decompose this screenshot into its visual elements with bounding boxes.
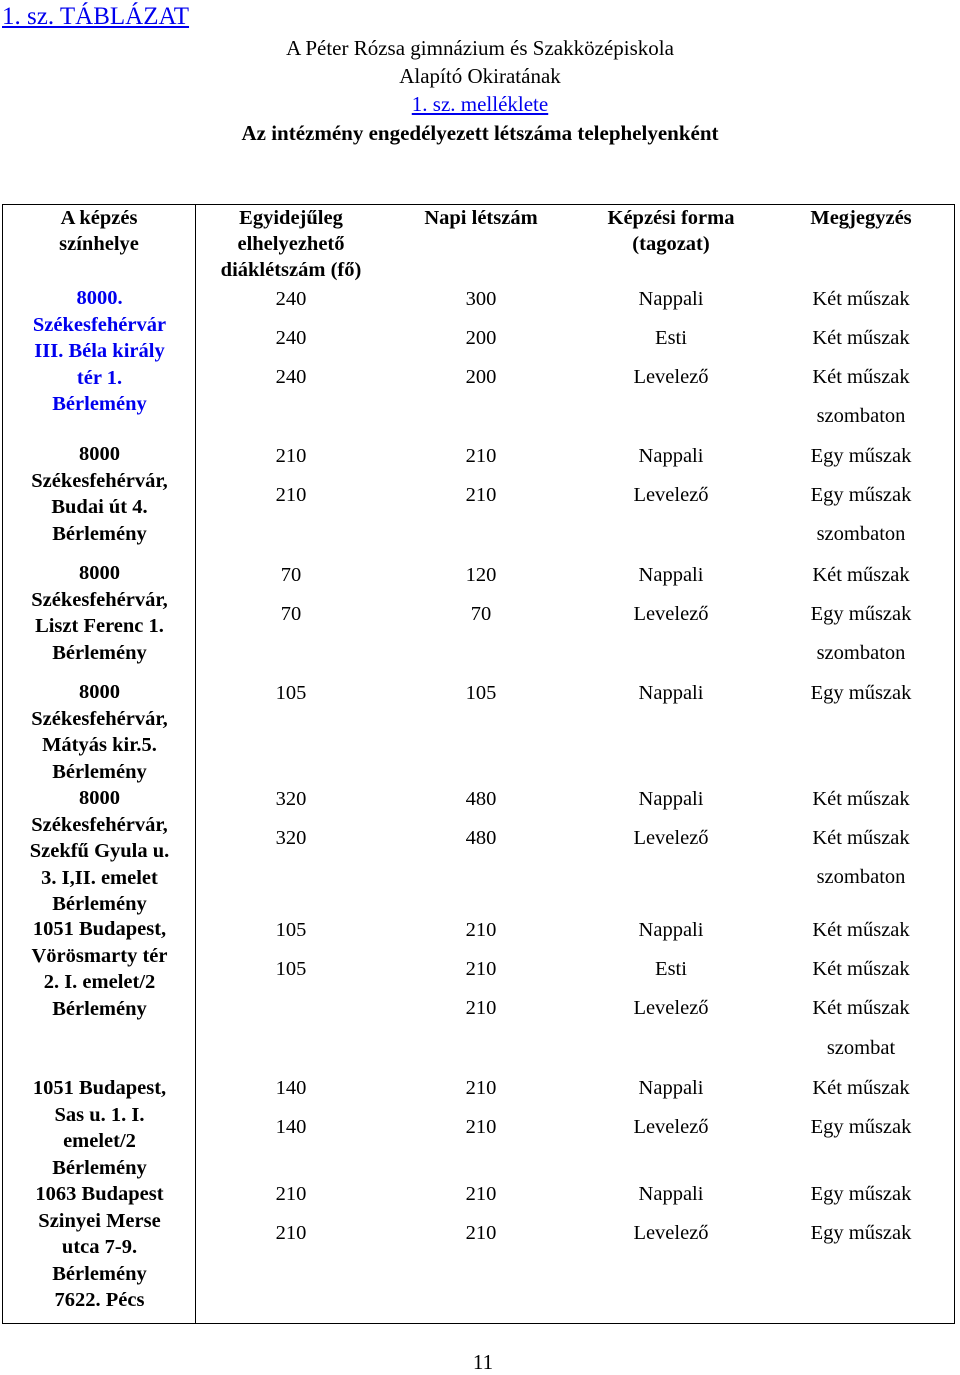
note-cell: Két műszak xyxy=(812,366,910,388)
form-cell: Levelező xyxy=(633,997,709,1019)
form-cell: Levelező xyxy=(633,366,709,388)
location-line: Liszt Ferenc 1. xyxy=(35,615,164,637)
note-cell: Egy műszak xyxy=(810,682,912,704)
location-line: 8000 xyxy=(79,681,120,703)
capacity-cell: 105 xyxy=(275,919,307,941)
header-line-annex[interactable]: 1. sz. melléklete xyxy=(411,92,549,116)
location-line: Bérlemény xyxy=(52,641,147,664)
note-cell: szombaton xyxy=(816,523,906,545)
daily-cell: 210 xyxy=(465,1077,497,1099)
column-header-form: Képzési forma (tagozat) xyxy=(607,207,735,255)
form-cell: Esti xyxy=(655,958,687,980)
capacity-cell: 210 xyxy=(275,445,307,467)
note-cell: Két műszak xyxy=(812,564,910,586)
location-cell xyxy=(3,285,196,418)
note-cell: Egy műszak xyxy=(810,1116,912,1138)
column-header-capacity: Egyidejűleg elhelyezhető diáklétszám (fő) xyxy=(220,207,362,281)
form-cell: Nappali xyxy=(638,445,704,467)
note-cell: szombaton xyxy=(816,642,906,664)
note-cell: Két műszak xyxy=(812,919,910,941)
location-line: Bérlemény xyxy=(52,1262,147,1285)
location-line: 7622. Pécs xyxy=(54,1289,145,1311)
capacity-table xyxy=(2,204,955,1324)
document-title[interactable]: 1. sz. TÁBLÁZAT xyxy=(2,3,190,30)
form-cell: Nappali xyxy=(638,682,704,704)
location-cell xyxy=(3,441,196,547)
column-header-note: Megjegyzés xyxy=(810,207,912,229)
location-line: utca 7-9. xyxy=(61,1236,138,1258)
location-line: Bérlemény xyxy=(52,997,147,1020)
note-cell: szombaton xyxy=(816,866,906,888)
location-line: Bérlemény xyxy=(52,522,147,545)
location-line: Székesfehérvár, xyxy=(31,707,168,730)
location-line: Székesfehérvár xyxy=(32,313,167,336)
capacity-cell: 70 xyxy=(280,564,302,586)
note-cell: Egy műszak xyxy=(810,603,912,625)
capacity-cell: 140 xyxy=(275,1116,307,1138)
daily-cell: 210 xyxy=(465,958,497,980)
location-line: 8000 xyxy=(79,787,120,809)
location-line: Bérlemény xyxy=(52,893,147,915)
capacity-cell: 105 xyxy=(275,682,307,704)
location-line: 1063 Budapest xyxy=(35,1183,164,1205)
daily-cell: 210 xyxy=(465,1116,497,1138)
header-line-subject: Az intézmény engedélyezett létszáma telephelyenként xyxy=(241,121,719,145)
location-line: 8000. xyxy=(76,287,123,309)
note-cell: Két műszak xyxy=(812,827,910,849)
daily-cell: 210 xyxy=(465,445,497,467)
location-cell xyxy=(3,679,196,785)
capacity-cell: 105 xyxy=(275,958,307,980)
note-cell: szombaton xyxy=(816,405,906,427)
location-line: Bérlemény xyxy=(52,1156,147,1179)
location-line: Székesfehérvár, xyxy=(31,588,168,611)
location-line: Székesfehérvár, xyxy=(31,469,168,492)
note-cell: Két műszak xyxy=(812,327,910,349)
note-cell: Egy műszak xyxy=(810,1222,912,1244)
note-cell: Egy műszak xyxy=(810,1183,912,1205)
note-cell: Egy műszak xyxy=(810,445,912,467)
daily-cell: 210 xyxy=(465,484,497,506)
form-cell: Levelező xyxy=(633,1222,709,1244)
daily-cell: 210 xyxy=(465,919,497,941)
capacity-cell: 210 xyxy=(275,1183,307,1205)
location-cell xyxy=(3,1075,196,1181)
location-line: emelet/2 xyxy=(63,1130,136,1152)
page-number: 11 xyxy=(472,1350,494,1374)
capacity-cell: 240 xyxy=(275,327,307,349)
location-line: Székesfehérvár, xyxy=(31,813,168,836)
note-cell: Két műszak xyxy=(812,997,910,1019)
capacity-cell: 140 xyxy=(275,1077,307,1099)
form-cell: Levelező xyxy=(633,603,709,625)
capacity-cell: 210 xyxy=(275,1222,307,1244)
header-line-charter: Alapító Okiratának xyxy=(399,64,561,88)
column-header-location: A képzés színhelye xyxy=(59,207,139,255)
form-cell: Levelező xyxy=(633,484,709,506)
capacity-cell: 210 xyxy=(275,484,307,506)
location-line: III. Béla király xyxy=(34,340,165,362)
note-cell: Két műszak xyxy=(812,788,910,810)
location-cell xyxy=(3,1181,196,1314)
header-line-school: A Péter Rózsa gimnázium és Szakközépiskola xyxy=(286,36,674,60)
form-cell: Levelező xyxy=(633,1116,709,1138)
capacity-cell: 240 xyxy=(275,288,307,310)
capacity-cell: 70 xyxy=(280,603,302,625)
daily-cell: 120 xyxy=(465,564,497,586)
location-line: Szinyei Merse xyxy=(38,1209,161,1232)
note-cell: Egy műszak xyxy=(810,484,912,506)
location-line: Vörösmarty tér xyxy=(31,944,168,967)
location-line: tér 1. xyxy=(76,366,123,389)
capacity-cell: 320 xyxy=(275,827,307,849)
location-line: Bérlemény xyxy=(52,760,147,783)
capacity-cell: 240 xyxy=(275,366,307,388)
daily-cell: 70 xyxy=(470,603,492,625)
location-cell xyxy=(3,785,196,918)
location-line: Sas u. 1. I. xyxy=(54,1103,145,1126)
daily-cell: 300 xyxy=(465,288,497,310)
location-line: 2. I. emelet/2 xyxy=(43,971,156,993)
daily-cell: 210 xyxy=(465,1183,497,1205)
form-cell: Nappali xyxy=(638,1077,704,1099)
daily-cell: 480 xyxy=(465,788,497,810)
note-cell: Két műszak xyxy=(812,1077,910,1099)
location-cell xyxy=(3,916,196,1022)
column-header-daily: Napi létszám xyxy=(424,207,538,229)
note-cell: Két műszak xyxy=(812,288,910,310)
location-line: Bérlemény xyxy=(52,393,147,415)
form-cell: Levelező xyxy=(633,827,709,849)
daily-cell: 210 xyxy=(465,1222,497,1244)
form-cell: Nappali xyxy=(638,1183,704,1205)
note-cell: Két műszak xyxy=(812,958,910,980)
daily-cell: 200 xyxy=(465,327,497,349)
form-cell: Nappali xyxy=(638,288,704,310)
location-line: 8000 xyxy=(79,443,120,465)
location-line: Budai út 4. xyxy=(51,496,148,518)
form-cell: Nappali xyxy=(638,564,704,586)
location-line: 1051 Budapest, xyxy=(32,1077,167,1099)
form-cell: Nappali xyxy=(638,788,704,810)
form-cell: Nappali xyxy=(638,919,704,941)
location-line: 1051 Budapest, xyxy=(32,918,167,940)
location-line: 3. I,II. emelet xyxy=(41,866,158,889)
capacity-cell: 320 xyxy=(275,788,307,810)
daily-cell: 210 xyxy=(465,997,497,1019)
location-line: 8000 xyxy=(79,562,120,584)
form-cell: Esti xyxy=(655,327,687,349)
location-line: Szekfű Gyula u. xyxy=(29,840,170,862)
daily-cell: 480 xyxy=(465,827,497,849)
location-line: Mátyás kir.5. xyxy=(42,734,157,756)
note-cell: szombat xyxy=(826,1037,896,1059)
location-cell xyxy=(3,560,196,666)
daily-cell: 105 xyxy=(465,682,497,704)
daily-cell: 200 xyxy=(465,366,497,388)
